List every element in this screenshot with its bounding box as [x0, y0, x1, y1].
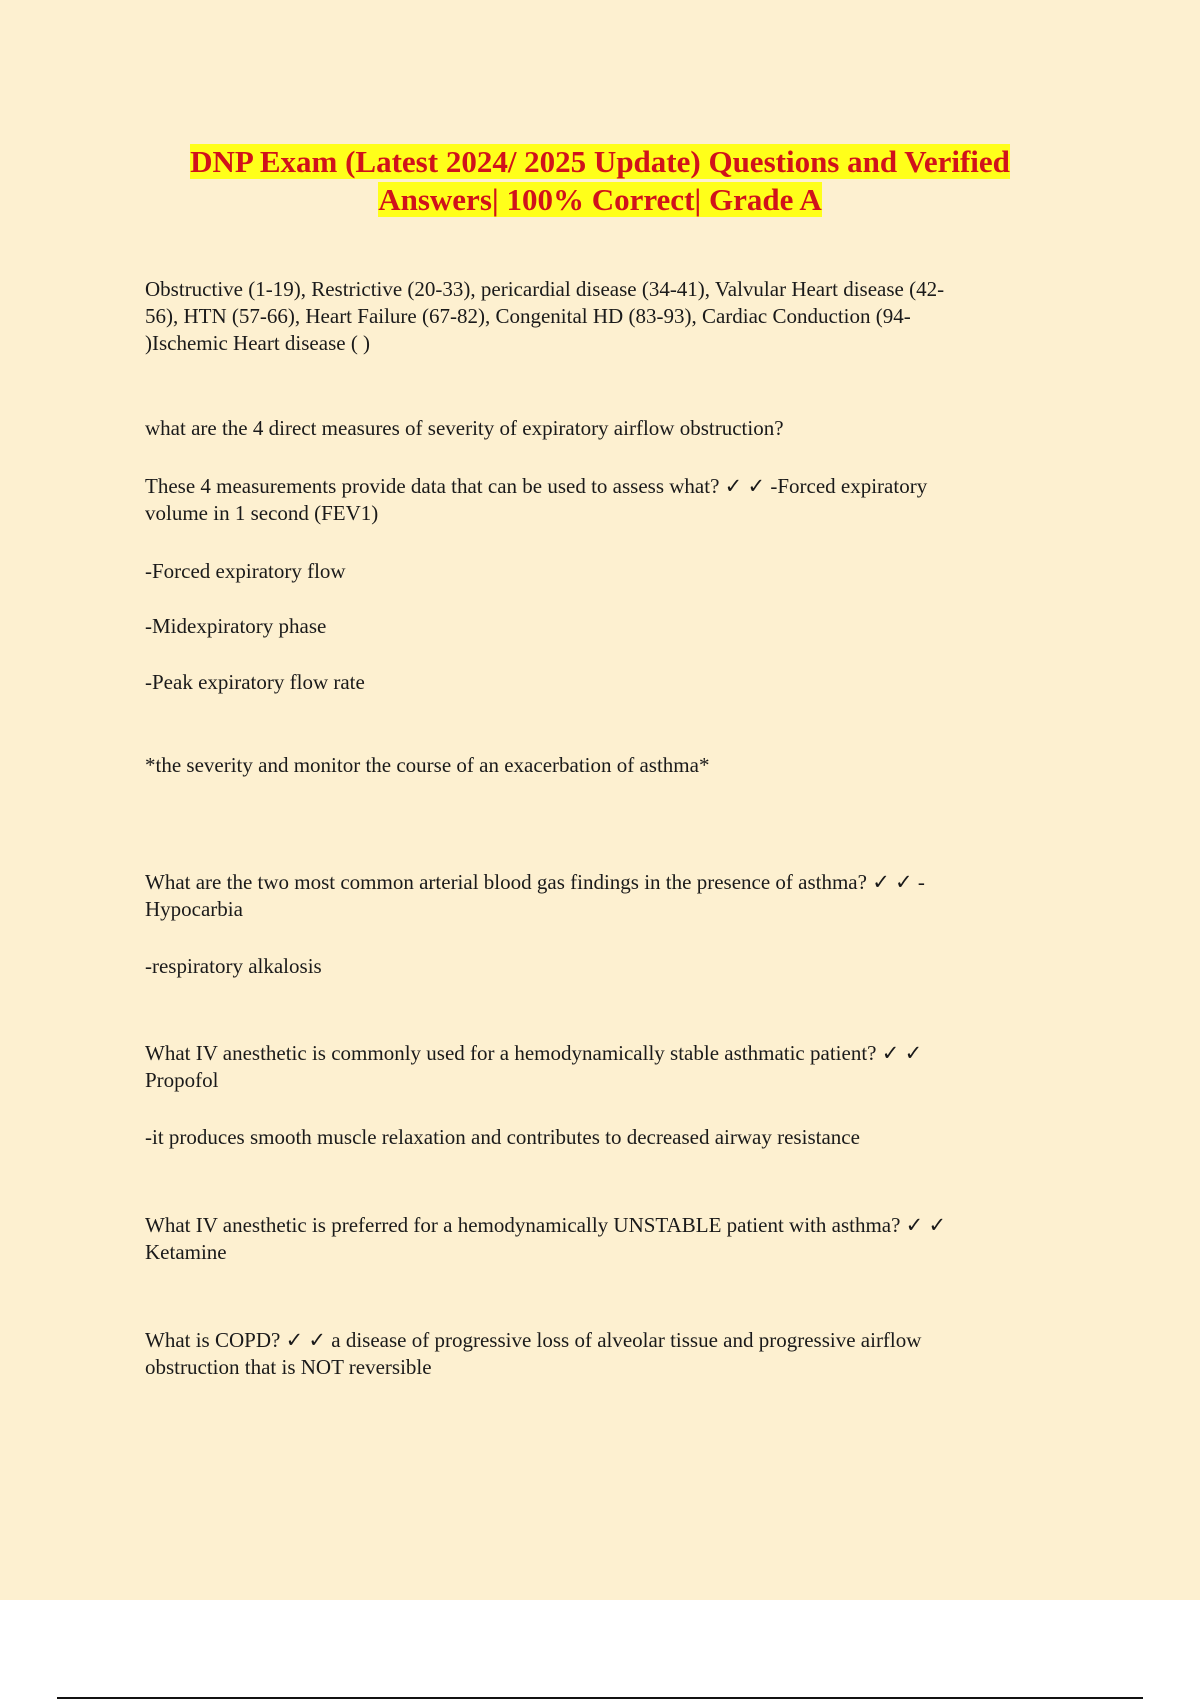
q2-answer-item-2: -respiratory alkalosis [145, 954, 322, 978]
title-line-1: DNP Exam (Latest 2024/ 2025 Update) Questions and Verified [190, 144, 1010, 179]
q2-line-2: Hypocarbia [145, 897, 243, 921]
document-title [0, 143, 1200, 219]
contents-line-1: Obstructive (1-19), Restrictive (20-33), pericardial disease (34-41), Valvular Heart disease (42- [145, 277, 945, 301]
q3-question [145, 1040, 1075, 1094]
q5-line-2: obstruction that is NOT reversible [145, 1355, 432, 1379]
q4-line-2: Ketamine [145, 1240, 227, 1264]
page-footer-rule [57, 1697, 1143, 1699]
q1-followup-line-1: These 4 measurements provide data that can be used to assess what? ✓ ✓ -Forced expiratory [145, 474, 928, 498]
contents-paragraph [145, 276, 1075, 357]
title-line-2: Answers| 100% Correct| Grade A [378, 182, 822, 217]
q1-answer-item-2: -Forced expiratory flow [145, 559, 346, 583]
q1-question: what are the 4 direct measures of severity of expiratory airflow obstruction? [145, 416, 784, 440]
q3-line-2: Propofol [145, 1068, 219, 1092]
q3-line-1: What IV anesthetic is commonly used for a hemodynamically stable asthmatic patient? ✓ ✓ [145, 1041, 923, 1065]
q5-line-1: What is COPD? ✓ ✓ a disease of progressive loss of alveolar tissue and progressive airflow [145, 1328, 922, 1352]
q1-followup [145, 473, 1075, 527]
q5-question [145, 1327, 1075, 1381]
q4-question [145, 1212, 1075, 1266]
q2-line-1: What are the two most common arterial blood gas findings in the presence of asthma? ✓ ✓ - [145, 870, 925, 894]
contents-line-3: )Ischemic Heart disease ( ) [145, 331, 371, 355]
q1-answer-item-4: -Peak expiratory flow rate [145, 670, 365, 694]
q1-answer-item-3: -Midexpiratory phase [145, 614, 327, 638]
q1-note: *the severity and monitor the course of an exacerbation of asthma* [145, 753, 710, 777]
q1-followup-line-2: volume in 1 second (FEV1) [145, 501, 379, 525]
q2-question [145, 869, 1075, 923]
contents-line-2: 56), HTN (57-66), Heart Failure (67-82), Congenital HD (83-93), Cardiac Conduction (94- [145, 304, 911, 328]
q4-line-1: What IV anesthetic is preferred for a hemodynamically UNSTABLE patient with asthma? ✓ ✓ [145, 1213, 947, 1237]
q3-detail: -it produces smooth muscle relaxation and contributes to decreased airway resistance [145, 1125, 860, 1149]
